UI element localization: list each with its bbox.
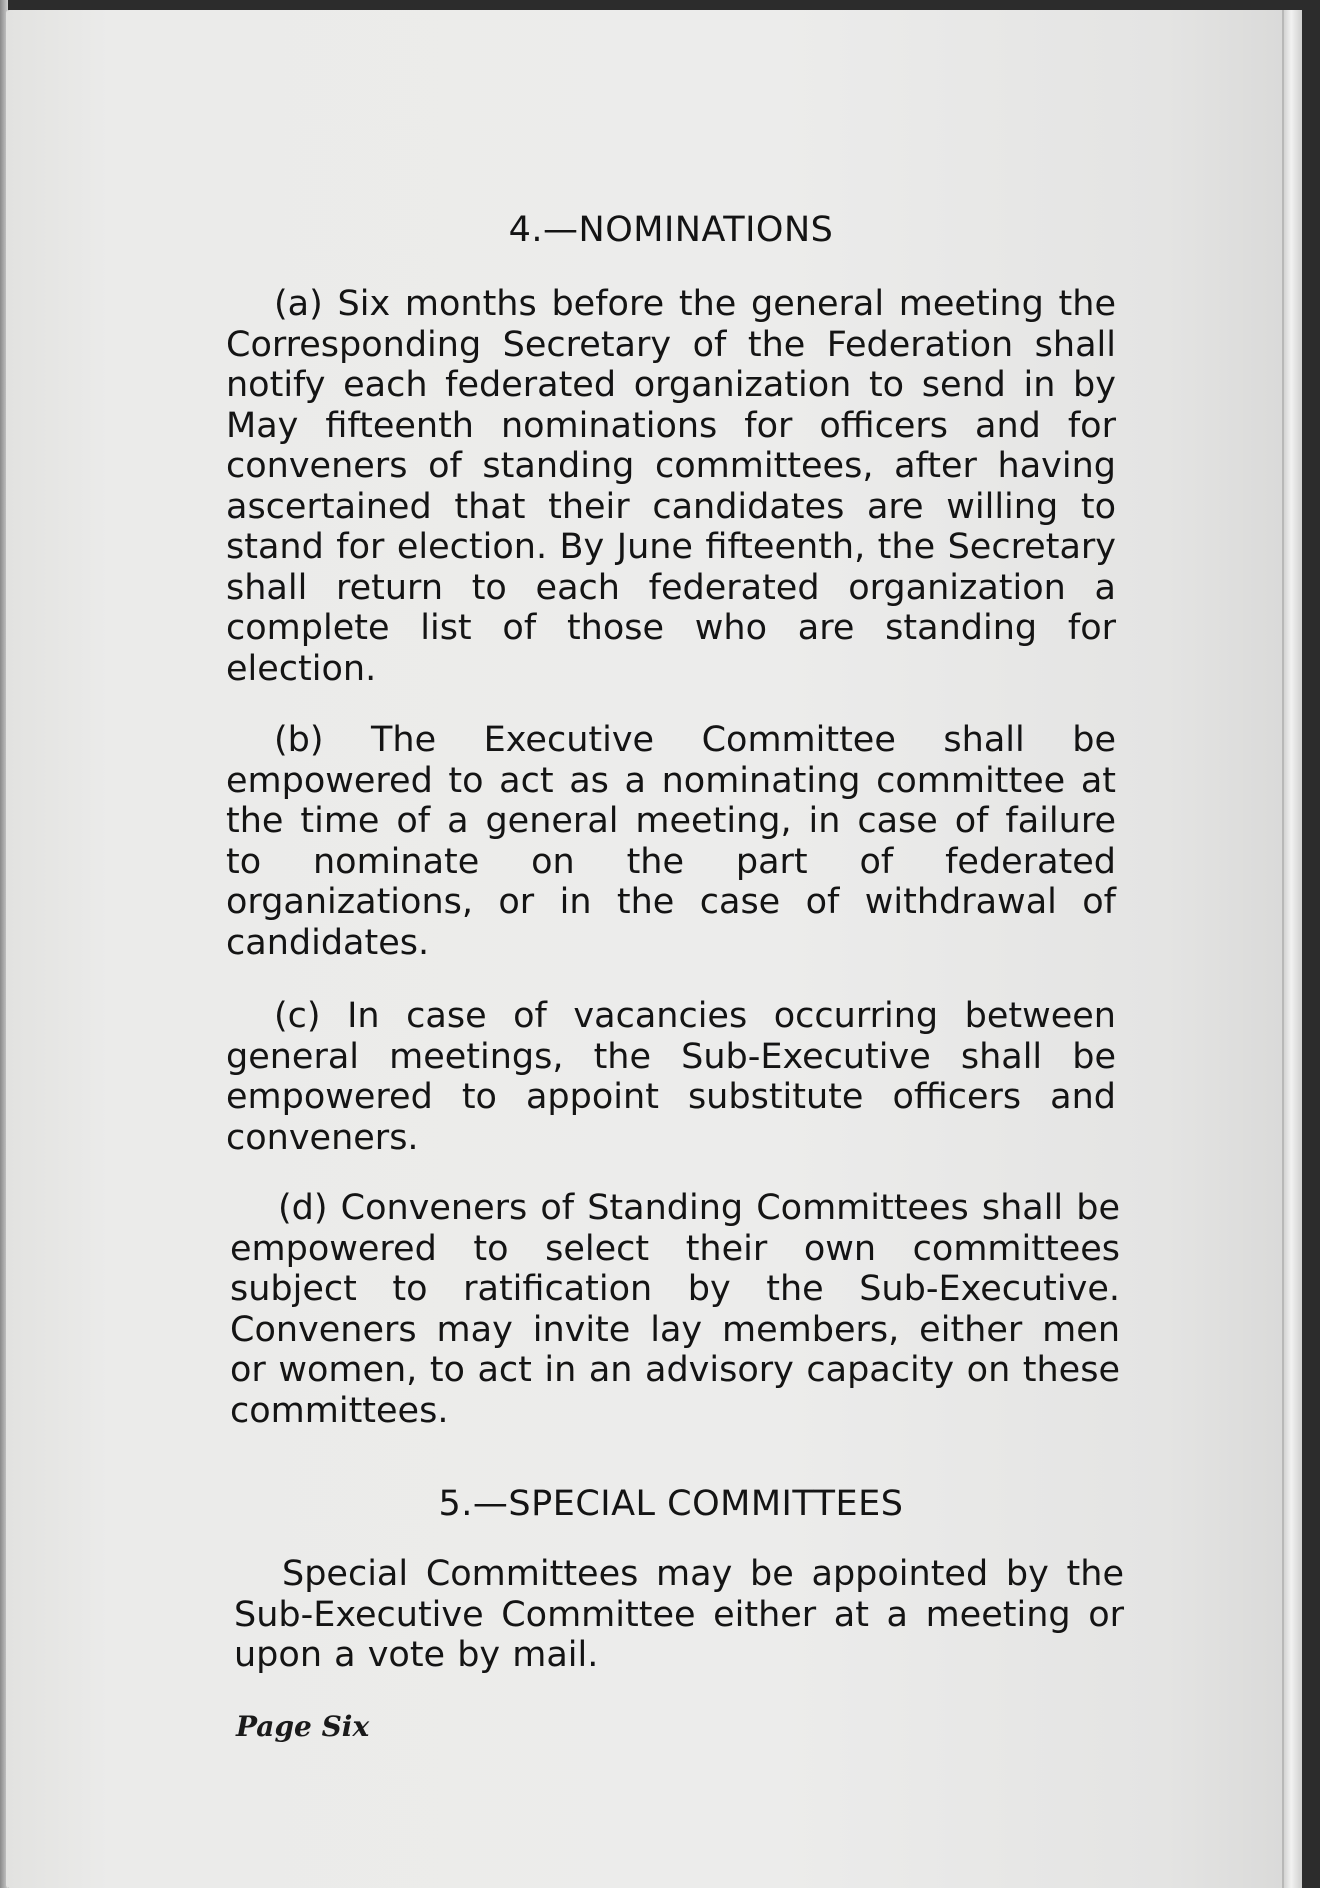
page-number-label: Page Six — [236, 1710, 370, 1743]
nominations-paragraph-c: (c) In case of vacancies occurring between general meetings, the Sub-Executive shall be empowered to appoint substitute officers and conveners. — [226, 996, 1116, 1158]
nominations-paragraph-d: (d) Conveners of Standing Committees shall be empowered to select their own committees subject to ratification by the Sub-Executive. Conveners may invite lay members, either men or women, to act in an advisory capacity on these committees. — [230, 1188, 1120, 1431]
section-5-heading: 5.—SPECIAL COMMITTEES — [438, 1484, 904, 1524]
special-committees-paragraph: Special Committees may be appointed by the Sub-Executive Committee either at a meeting or upon a vote by mail. — [234, 1554, 1124, 1675]
page-right-edge — [1282, 10, 1302, 1888]
nominations-paragraph-a: (a) Six months before the general meeting the Corresponding Secretary of the Federation shall notify each federated organization to send in by May fifteenth nominations for officers and for conveners of standing committees, after having ascertained that their candidates are willing to stand for election. By June fifteenth, the Secretary shall return to each federated organization a complete list of those who are standing for election. — [226, 284, 1116, 689]
nominations-paragraph-b: (b) The Executive Committee shall be empowered to act as a nominating committee at the time of a general meeting, in case of failure to nominate on the part of federated organizations, or in the case of withdrawal of candidates. — [226, 720, 1116, 963]
section-4-heading: 4.—NOMINATIONS — [508, 210, 834, 250]
